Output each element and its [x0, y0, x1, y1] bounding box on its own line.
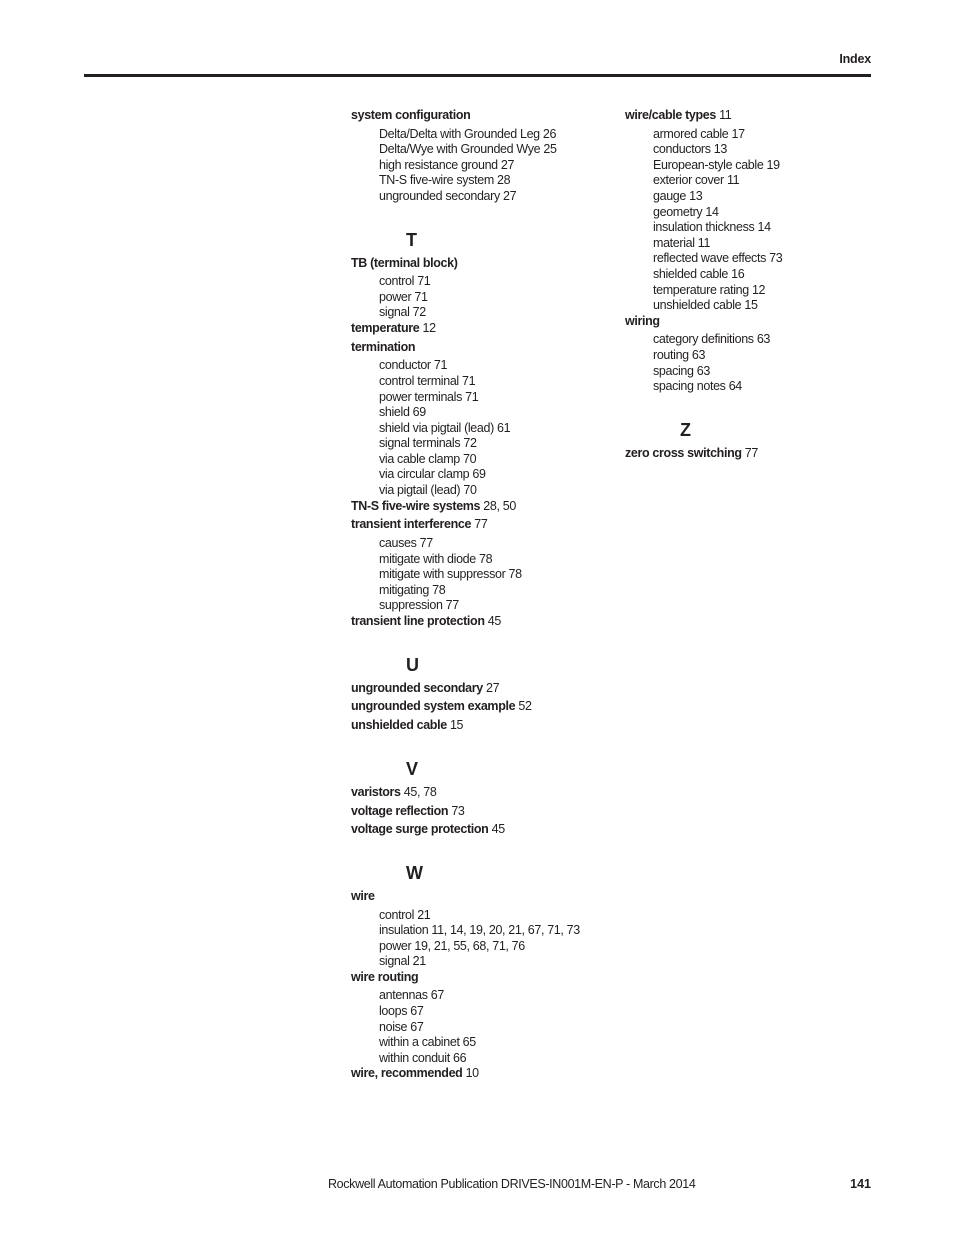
index-entry: [351, 256, 611, 272]
index-subentries: [351, 274, 611, 321]
index-subentry: power 71: [379, 289, 428, 304]
index-subentry: loops 67: [379, 1004, 424, 1019]
index-subentry: noise 67: [379, 1019, 424, 1034]
index-subentry: shielded cable 16: [653, 266, 745, 281]
index-subentries: [351, 908, 611, 970]
index-letter-heading: W: [406, 862, 423, 883]
index-subentry: mitigate with suppressor 78: [379, 567, 522, 582]
index-entry: [351, 699, 611, 715]
index-subentry: insulation thickness 14: [653, 220, 771, 235]
index-letter-heading: V: [406, 758, 419, 779]
index-subentry: temperature rating 12: [653, 282, 766, 297]
index-term: TB (terminal block): [351, 255, 458, 270]
index-subentry: Delta/Delta with Grounded Leg 26: [379, 126, 557, 141]
index-section: [351, 862, 611, 1082]
index-section: [625, 108, 875, 395]
index-term: temperature: [351, 320, 420, 335]
index-section: [351, 654, 611, 734]
index-pages: 77: [741, 445, 758, 460]
index-subentry: antennas 67: [379, 988, 444, 1003]
index-subentry: unshielded cable 15: [653, 298, 758, 313]
index-entry: [351, 889, 611, 905]
index-term: transient line protection: [351, 614, 485, 628]
index-pages: 11: [715, 108, 732, 122]
index-letter-heading: T: [406, 229, 417, 250]
index-subentry: suppression 77: [379, 598, 459, 613]
index-term: unshielded cable: [351, 718, 447, 733]
index-subentry: category definitions 63: [653, 332, 771, 347]
index-term: wire, recommended: [351, 1066, 463, 1081]
index-pages: 28, 50: [480, 498, 516, 513]
index-column-right: [625, 108, 875, 461]
index-subentries: [351, 536, 611, 614]
index-subentries: [351, 358, 611, 498]
index-subentry: within a cabinet 65: [379, 1035, 476, 1050]
index-entry: [351, 340, 611, 356]
index-subentry: high resistance ground 27: [379, 157, 515, 172]
index-subentry: ungrounded secondary 27: [379, 188, 517, 203]
index-entry: [351, 785, 611, 801]
index-entry: [625, 446, 875, 462]
index-pages: 12: [419, 320, 436, 335]
index-subentry: armored cable 17: [653, 126, 745, 141]
index-subentry: power 19, 21, 55, 68, 71, 76: [379, 938, 525, 953]
index-pages: 73: [448, 803, 465, 818]
index-entry: [351, 822, 611, 838]
index-term: system configuration: [351, 108, 471, 122]
index-subentries: [351, 127, 611, 205]
index-pages: 45, 78: [400, 784, 437, 799]
index-subentry: signal terminals 72: [379, 436, 477, 451]
header-rule: [84, 74, 871, 77]
index-column-left: [351, 108, 611, 1082]
index-subentry: reflected wave effects 73: [653, 251, 783, 266]
index-term: wire: [351, 888, 375, 903]
index-entry: [351, 804, 611, 820]
index-pages: 45: [484, 614, 501, 628]
index-term: varistors: [351, 784, 401, 799]
index-term: ungrounded secondary: [351, 680, 483, 695]
index-pages: 52: [515, 699, 532, 714]
index-subentry: Delta/Wye with Grounded Wye 25: [379, 142, 557, 157]
index-section: [351, 758, 611, 838]
index-subentry: signal 72: [379, 305, 426, 320]
index-subentry: shield 69: [379, 405, 426, 420]
index-entry: [351, 517, 611, 533]
footer-publication: Rockwell Automation Publication DRIVES-IN001M-EN-P - March 2014: [328, 1177, 696, 1191]
index-entry: [351, 321, 611, 337]
index-subentry: geometry 14: [653, 204, 719, 219]
index-subentry: routing 63: [653, 347, 706, 362]
index-term: wire routing: [351, 969, 419, 984]
index-section: [351, 108, 611, 205]
index-subentry: via circular clamp 69: [379, 467, 486, 482]
index-term: TN-S five-wire systems: [351, 498, 481, 513]
index-subentry: control 21: [379, 907, 431, 922]
index-subentry: causes 77: [379, 536, 433, 551]
index-subentry: spacing 63: [653, 363, 710, 378]
index-entry: [625, 314, 875, 330]
index-subentry: gauge 13: [653, 188, 703, 203]
index-term: voltage surge protection: [351, 822, 489, 837]
index-subentry: conductors 13: [653, 142, 727, 157]
index-entry: [351, 614, 611, 630]
index-subentry: exterior cover 11: [653, 173, 740, 188]
index-subentry: signal 21: [379, 954, 426, 969]
index-entry: [625, 108, 875, 124]
index-subentries: [625, 332, 875, 394]
index-section: [351, 229, 611, 630]
index-term: voltage reflection: [351, 803, 449, 818]
index-entry: [351, 970, 611, 986]
index-term: transient interference: [351, 517, 472, 532]
index-subentry: power terminals 71: [379, 389, 479, 404]
index-term: wiring: [625, 313, 660, 328]
index-pages: 10: [462, 1066, 479, 1081]
index-term: zero cross switching: [625, 445, 742, 460]
index-letter-heading: Z: [680, 419, 691, 440]
index-subentry: insulation 11, 14, 19, 20, 21, 67, 71, 73: [379, 923, 580, 938]
index-entry: [351, 718, 611, 734]
footer-page-number: 141: [850, 1177, 871, 1191]
index-pages: 15: [446, 718, 464, 733]
index-subentry: control 71: [379, 274, 431, 289]
index-section: [625, 419, 875, 462]
index-subentry: TN-S five-wire system 28: [379, 173, 511, 188]
index-entry: [351, 1066, 611, 1082]
index-subentry: within conduit 66: [379, 1050, 467, 1065]
index-subentry: mitigate with diode 78: [379, 551, 493, 566]
index-entry: [351, 108, 611, 124]
index-subentry: European-style cable 19: [653, 157, 780, 172]
index-subentries: [625, 127, 875, 314]
index-entry: [351, 499, 611, 515]
index-term: termination: [351, 339, 416, 354]
index-entry: [351, 681, 611, 697]
index-subentry: spacing notes 64: [653, 379, 742, 394]
index-letter-heading: U: [406, 654, 419, 675]
index-term: ungrounded system example: [351, 699, 516, 714]
index-subentry: mitigating 78: [379, 582, 446, 597]
index-subentry: shield via pigtail (lead) 61: [379, 420, 511, 435]
index-subentry: conductor 71: [379, 358, 448, 373]
index-subentry: via pigtail (lead) 70: [379, 483, 477, 498]
index-pages: 77: [471, 517, 488, 532]
running-header-title: Index: [839, 52, 871, 66]
index-term: wire/cable types: [625, 108, 716, 122]
index-pages: 27: [482, 680, 500, 695]
index-subentry: control terminal 71: [379, 373, 476, 388]
index-pages: 45: [488, 822, 505, 837]
index-subentries: [351, 988, 611, 1066]
index-subentry: material 11: [653, 235, 711, 250]
index-subentry: via cable clamp 70: [379, 451, 477, 466]
